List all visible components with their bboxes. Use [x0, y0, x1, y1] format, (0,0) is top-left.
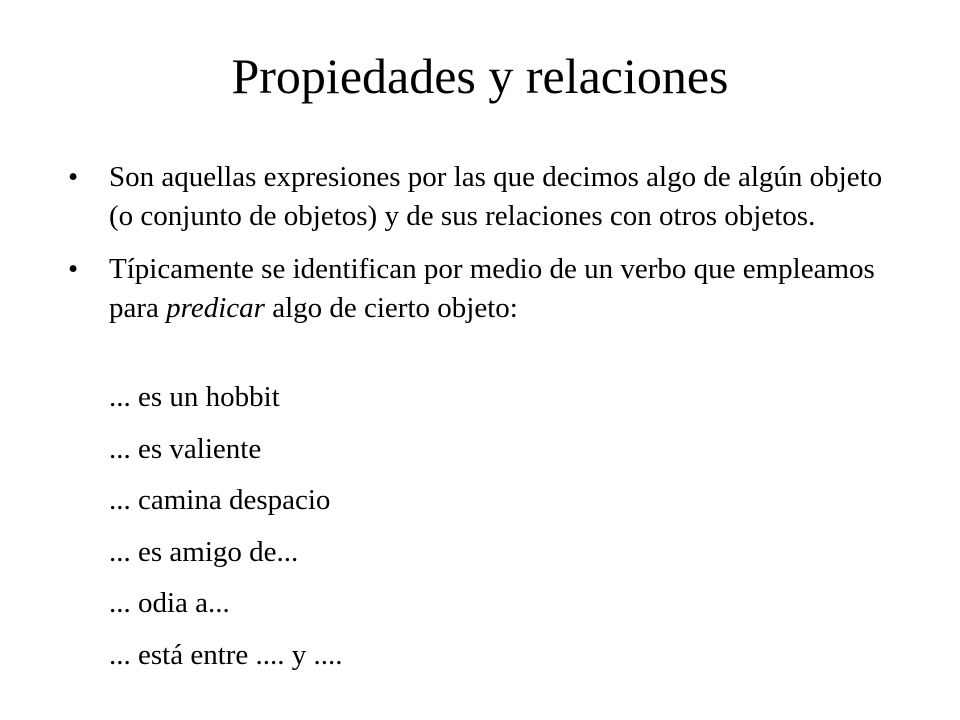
slide-title: Propiedades y relaciones	[231, 48, 729, 104]
example-item: ... está entre .... y ....	[109, 638, 343, 671]
bullet-list	[68, 158, 888, 328]
bullet-marker: •	[68, 161, 79, 193]
example-item: ... es un hobbit	[109, 381, 280, 413]
example-item: ... odia a...	[109, 587, 230, 619]
example-item: ... es valiente	[109, 432, 262, 465]
bullet-marker: •	[68, 253, 79, 285]
bullet-text-start: Típicamente se identifican por medio de un verbo que empleamos para	[109, 253, 875, 324]
example-item: ... camina despacio	[109, 484, 331, 516]
bullet-text-end: algo de cierto objeto:	[264, 292, 518, 324]
example-item: ... es amigo de...	[109, 535, 299, 568]
emphasized-word: predicar	[166, 292, 265, 324]
bullet-item-identification	[68, 250, 888, 328]
bullet-item-definition	[68, 158, 888, 236]
bullet-text: Son aquellas expresiones por las que decimos algo de algún objeto (o conjunto de objetos) y de sus relaciones con otros objetos.	[109, 161, 883, 232]
example-list	[109, 378, 343, 687]
